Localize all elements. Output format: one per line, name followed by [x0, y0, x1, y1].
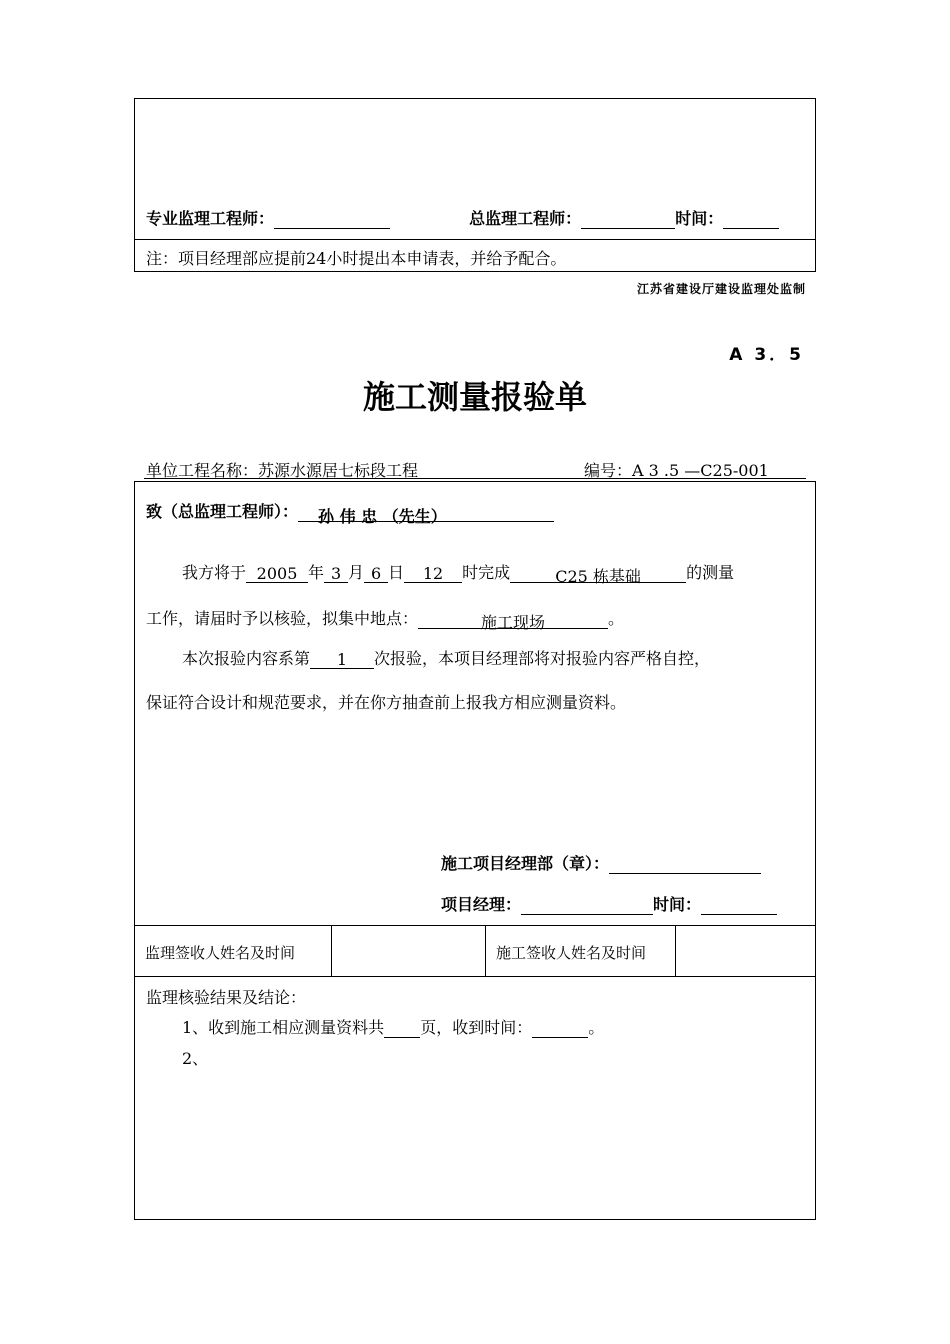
text-segment: 页，收到时间：	[420, 1018, 533, 1037]
dept-signature	[441, 851, 761, 874]
addressee-value[interactable]: 孙 伟 忠 （先生）	[298, 504, 554, 522]
work-field[interactable]: C25 栋基础	[510, 564, 686, 583]
text-segment: 时完成	[462, 563, 511, 582]
header-underline	[144, 478, 806, 479]
engineer-label: 专业监理工程师：	[146, 209, 275, 228]
supervisor-receipt-field[interactable]	[332, 926, 484, 975]
unit-label: 单位工程名称：	[146, 461, 259, 480]
text-segment: 次报验，本项目经理部将对报验内容严格自控，	[374, 649, 711, 668]
paragraph-3	[182, 646, 710, 669]
chief-signature-field[interactable]	[581, 210, 675, 229]
year-field[interactable]: 2005	[246, 564, 308, 583]
text-segment: 日	[388, 563, 405, 582]
hour-field[interactable]: 12	[404, 564, 462, 583]
text-segment: 的测量	[686, 563, 735, 582]
month-field[interactable]: 3	[324, 564, 348, 583]
chief-engineer-label: 总监理工程师：	[469, 209, 582, 228]
paragraph-1	[182, 560, 735, 586]
text-segment: 本次报验内容系第	[182, 649, 311, 668]
result-heading: 监理核验结果及结论：	[146, 988, 307, 1007]
text-segment: 年	[308, 563, 325, 582]
manager-time-field[interactable]	[701, 896, 777, 915]
text-segment: 我方将于	[182, 563, 247, 582]
form-code: A 3．5	[729, 345, 804, 365]
place-field[interactable]: 施工现场	[418, 610, 608, 629]
supervisor-receipt-label: 监理签收人姓名及时间	[145, 944, 296, 962]
row-divider-2	[134, 976, 816, 977]
text-segment: 。	[608, 609, 625, 628]
manager-signature	[441, 892, 777, 915]
times-field[interactable]: 1	[310, 650, 374, 669]
result-item-1	[182, 1015, 604, 1038]
time-field[interactable]	[723, 210, 779, 229]
text-segment: 工作，请届时予以核验，拟集中地点：	[146, 609, 419, 628]
pages-field[interactable]	[384, 1019, 420, 1038]
received-time-field[interactable]	[532, 1019, 588, 1038]
paragraph-2	[146, 606, 625, 632]
page-title: 施工测量报验单	[362, 378, 587, 416]
contractor-receipt-field[interactable]	[676, 926, 814, 975]
text-segment: 月	[348, 563, 365, 582]
col-divider-2	[485, 925, 486, 976]
dept-seal-field[interactable]	[609, 855, 761, 874]
manager-field[interactable]	[521, 896, 653, 915]
manager-time-label: 时间：	[653, 895, 702, 914]
text-segment: 1、收到施工相应测量资料共	[182, 1018, 385, 1037]
addressee-label: 致（总监理工程师）：	[146, 502, 299, 521]
dept-label: 施工项目经理部（章）：	[441, 854, 610, 873]
signature-line	[146, 206, 779, 229]
top-form-divider	[134, 239, 816, 240]
engineer-signature-field[interactable]	[274, 210, 390, 229]
code-value: A 3 .5 —C25-001	[632, 461, 769, 480]
issuer-footer: 江苏省建设厅建设监理处监制	[636, 282, 806, 296]
contractor-receipt-label: 施工签收人姓名及时间	[496, 944, 647, 962]
time-label: 时间：	[675, 209, 724, 228]
unit-value: 苏源水源居七标段工程	[258, 461, 419, 480]
text-segment: 。	[588, 1018, 605, 1037]
note: 注：项目经理部应提前24小时提出本申请表，并给予配合。	[146, 249, 567, 268]
paragraph-4: 保证符合设计和规范要求，并在你方抽查前上报我方相应测量资料。	[146, 693, 627, 712]
addressee	[146, 499, 554, 526]
result-item-2: 2、	[182, 1049, 209, 1068]
manager-label: 项目经理：	[441, 895, 522, 914]
day-field[interactable]: 6	[364, 564, 388, 583]
code-label: 编号：	[584, 461, 633, 480]
